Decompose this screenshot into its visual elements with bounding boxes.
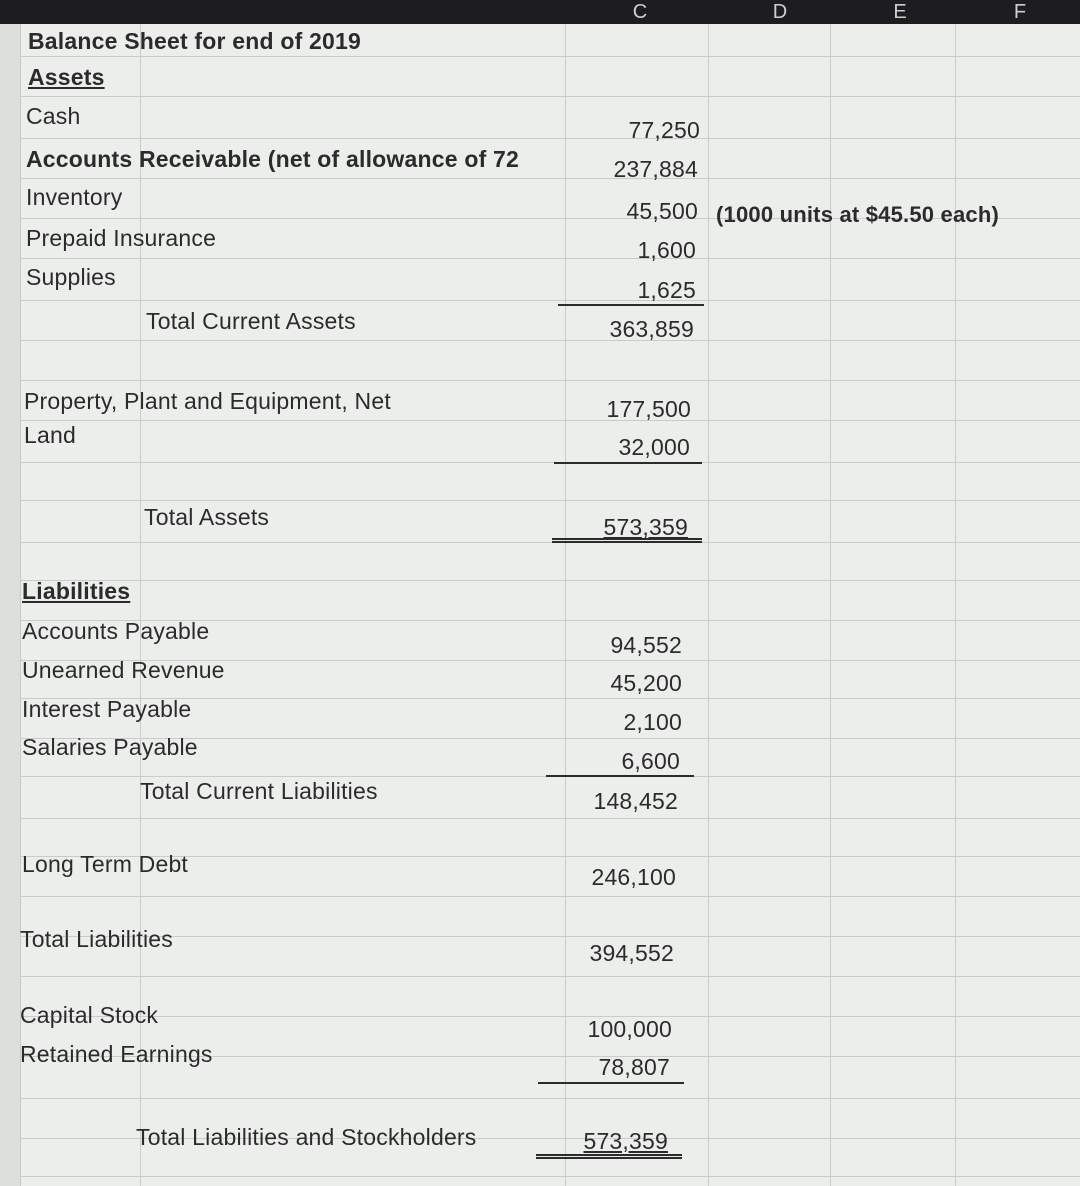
sheet-title[interactable]: Balance Sheet for end of 2019 [28,28,362,54]
row-header-strip[interactable] [0,24,21,1186]
grid-row-line [20,500,1080,501]
retained-earnings-value[interactable]: 78,807 [598,1054,670,1080]
prepaid-insurance-value[interactable]: 1,600 [637,237,696,263]
total-liabilities-equity-label[interactable]: Total Liabilities and Stockholders [136,1124,477,1150]
subtotal-rule [554,462,702,464]
long-term-debt-label[interactable]: Long Term Debt [22,851,189,877]
accounts-receivable-value[interactable]: 237,884 [613,156,698,182]
grid-column-line [830,24,831,1186]
column-header-e[interactable]: E [893,1,907,23]
unearned-revenue-value[interactable]: 45,200 [610,670,682,696]
grid-row-line [20,818,1080,819]
capital-stock-value[interactable]: 100,000 [587,1016,672,1042]
grid-row-line [20,936,1080,937]
capital-stock-label[interactable]: Capital Stock [20,1002,159,1028]
grid-row-line [20,96,1080,97]
inventory-value[interactable]: 45,500 [626,198,698,224]
accounts-payable-label[interactable]: Accounts Payable [22,618,210,644]
supplies-label[interactable]: Supplies [26,264,116,290]
total-current-liabilities-value[interactable]: 148,452 [593,788,678,814]
column-header-bar [0,0,1080,24]
liabilities-heading[interactable]: Liabilities [22,578,131,604]
ppe-value[interactable]: 177,500 [606,396,691,422]
grid-row-line [20,976,1080,977]
total-assets-value[interactable]: 573,359 [603,514,688,540]
retained-earnings-label[interactable]: Retained Earnings [20,1041,213,1067]
grid-row-line [20,1098,1080,1099]
inventory-note[interactable]: (1000 units at $45.50 each) [716,202,999,227]
column-header-c[interactable]: C [632,1,648,23]
total-liabilities-value[interactable]: 394,552 [589,940,674,966]
double-total-rule [552,538,702,543]
accounts-receivable-label[interactable]: Accounts Receivable (net of allowance of 72 [26,146,520,172]
cash-value[interactable]: 77,250 [628,117,700,143]
interest-payable-value[interactable]: 2,100 [623,709,682,735]
interest-payable-label[interactable]: Interest Payable [22,696,192,722]
grid-column-line [955,24,956,1186]
ppe-label[interactable]: Property, Plant and Equipment, Net [24,388,391,414]
column-header-f[interactable]: F [1013,1,1027,23]
grid-row-line [20,380,1080,381]
grid-row-line [20,580,1080,581]
unearned-revenue-label[interactable]: Unearned Revenue [22,657,225,683]
grid-row-line [20,462,1080,463]
total-current-assets-label[interactable]: Total Current Assets [146,308,356,334]
grid-row-line [20,896,1080,897]
grid-row-line [20,1176,1080,1177]
total-assets-label[interactable]: Total Assets [144,504,270,530]
land-value[interactable]: 32,000 [618,434,690,460]
land-label[interactable]: Land [24,422,76,448]
salaries-payable-value[interactable]: 6,600 [621,748,680,774]
grid-row-line [20,56,1080,57]
supplies-value[interactable]: 1,625 [637,277,696,303]
accounts-payable-value[interactable]: 94,552 [610,632,682,658]
long-term-debt-value[interactable]: 246,100 [591,864,676,890]
total-current-liabilities-label[interactable]: Total Current Liabilities [140,778,378,804]
subtotal-rule [538,1082,684,1084]
prepaid-insurance-label[interactable]: Prepaid Insurance [26,225,217,251]
total-current-assets-value[interactable]: 363,859 [609,316,694,342]
subtotal-rule [546,775,694,777]
total-liabilities-equity-value[interactable]: 573,359 [583,1128,668,1154]
total-liabilities-label[interactable]: Total Liabilities [20,926,173,952]
double-total-rule [536,1154,682,1159]
subtotal-rule [558,304,704,306]
salaries-payable-label[interactable]: Salaries Payable [22,734,198,760]
column-header-d[interactable]: D [772,1,788,23]
cash-label[interactable]: Cash [26,103,81,129]
grid-row-line [20,542,1080,543]
grid-column-line [708,24,709,1186]
assets-heading[interactable]: Assets [28,64,105,90]
inventory-label[interactable]: Inventory [26,184,123,210]
